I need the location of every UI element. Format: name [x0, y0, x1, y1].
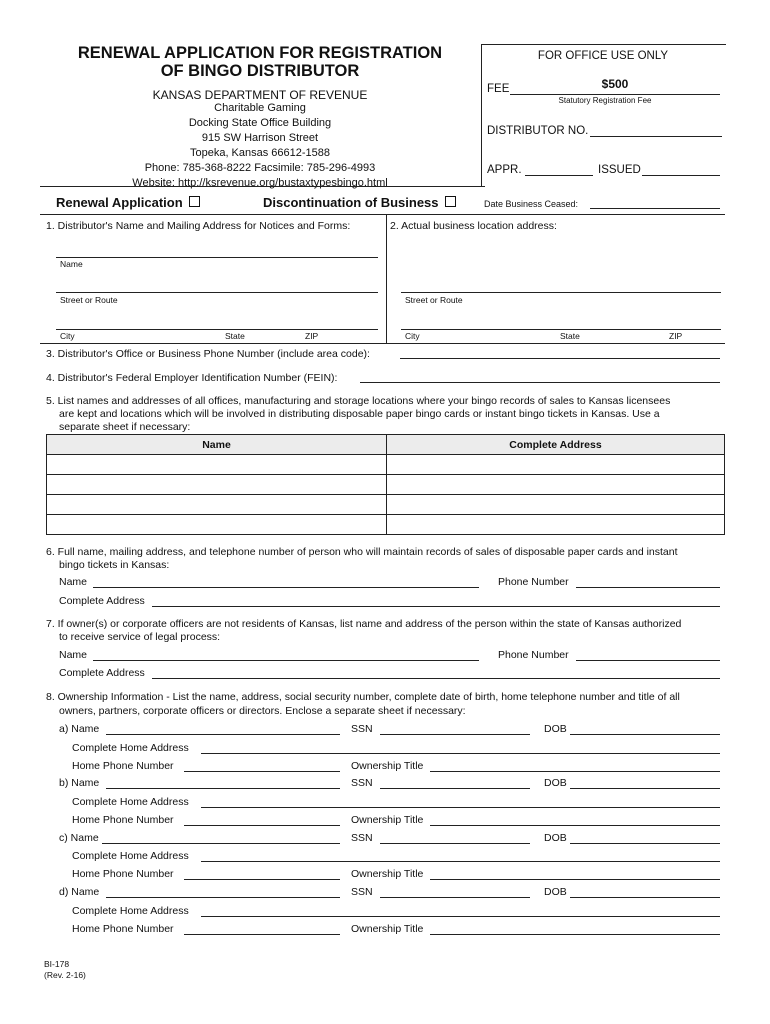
cell-name[interactable] [47, 495, 387, 515]
appr-field[interactable] [525, 175, 593, 176]
distributor-no-field[interactable] [590, 136, 722, 137]
owner-a-title-label: Ownership Title [351, 760, 424, 772]
owner-b-address-field[interactable] [201, 807, 720, 808]
owner-a-dob-field[interactable] [570, 734, 720, 735]
cell-name[interactable] [47, 515, 387, 535]
q6-address-label: Complete Address [59, 595, 145, 607]
table-row [47, 455, 725, 475]
department-name: KANSAS DEPARTMENT OF REVENUE [152, 88, 368, 102]
owner-b-dob-label: DOB [544, 777, 567, 789]
owner-a-address-field[interactable] [201, 753, 720, 754]
q2-street-field[interactable] [401, 292, 721, 293]
q1-street-field[interactable] [56, 292, 378, 293]
addr-line: Website: http://ksrevenue.org/bustaxtypesbingo.html [132, 177, 388, 189]
owner-c-address-field[interactable] [201, 861, 720, 862]
department-address [40, 101, 480, 191]
owner-d-name-label: d) Name [59, 886, 100, 898]
q7-phone-label: Phone Number [498, 649, 569, 661]
owner-c-ssn-field[interactable] [380, 843, 530, 844]
q1-street-caption: Street or Route [60, 295, 118, 305]
owner-a-name-field[interactable] [106, 734, 340, 735]
q7-name-label: Name [59, 649, 88, 661]
discontinuation-label: Discontinuation of Business [263, 195, 439, 210]
discontinuation-option [263, 196, 456, 209]
col-address-header: Complete Address [387, 435, 725, 455]
q2-street-caption: Street or Route [405, 295, 463, 305]
q6-line2: bingo tickets in Kansas: [59, 559, 170, 571]
office-use-heading: FOR OFFICE USE ONLY [537, 50, 669, 62]
date-ceased-label: Date Business Ceased: [484, 199, 579, 209]
q1-city-caption: City [60, 331, 75, 341]
owner-b-dob-field[interactable] [570, 788, 720, 789]
owner-d-phone-label: Home Phone Number [72, 923, 174, 935]
owner-b-phone-label: Home Phone Number [72, 814, 174, 826]
owner-c-address-label: Complete Home Address [72, 850, 189, 862]
renewal-checkbox[interactable] [189, 196, 200, 207]
addr-line: Docking State Office Building [188, 117, 332, 129]
addr-line: 915 SW Harrison Street [201, 132, 319, 144]
q7-address-label: Complete Address [59, 667, 145, 679]
q6-name-label: Name [59, 576, 88, 588]
q2-city-caption: City [405, 331, 420, 341]
owner-d-ssn-label: SSN [351, 886, 373, 898]
owner-a-address-label: Complete Home Address [72, 742, 189, 754]
q6-name-field[interactable] [93, 587, 479, 588]
owner-d-dob-label: DOB [544, 886, 567, 898]
owner-c-name-field[interactable] [102, 843, 340, 844]
table-row [47, 515, 725, 535]
owner-b-phone-field[interactable] [184, 825, 340, 826]
cell-address[interactable] [387, 455, 725, 475]
form-revision: (Rev. 2-16) [44, 970, 86, 980]
cell-address[interactable] [387, 475, 725, 495]
owner-c-name-label: c) Name [59, 832, 99, 844]
discontinuation-checkbox[interactable] [445, 196, 456, 207]
q5-line1: 5. List names and addresses of all offices, manufacturing and storage locations where your bingo records of sales to Kansas licensees [46, 395, 671, 407]
q4-field[interactable] [360, 382, 720, 383]
cell-name[interactable] [47, 475, 387, 495]
owner-c-title-field[interactable] [430, 879, 720, 880]
owner-b-name-field[interactable] [106, 788, 340, 789]
owner-b-address-label: Complete Home Address [72, 796, 189, 808]
owner-c-title-label: Ownership Title [351, 868, 424, 880]
owner-d-address-field[interactable] [201, 916, 720, 917]
q5-line2: are kept and locations which will be involved in distributing disposable paper bingo cards or instant bingo tickets in Kansas. Use a [59, 408, 660, 420]
cell-name[interactable] [47, 455, 387, 475]
q6-phone-field[interactable] [576, 587, 720, 588]
distributor-no-label: DISTRIBUTOR NO. [487, 125, 589, 137]
col-name-header: Name [47, 435, 387, 455]
q5-line3: separate sheet if necessary: [59, 421, 191, 433]
q1-q2-bottom [40, 343, 725, 344]
cell-address[interactable] [387, 495, 725, 515]
q4-label: 4. Distributor's Federal Employer Identification Number (FEIN): [46, 372, 338, 384]
q7-address-field[interactable] [152, 678, 720, 679]
q1-city-field[interactable] [56, 329, 378, 330]
q1-q2-divider [386, 214, 387, 344]
addr-line: Topeka, Kansas 66612-1588 [189, 147, 331, 159]
fee-value: $500 [601, 77, 629, 91]
q8-line1: 8. Ownership Information - List the name, address, social security number, complete date of birth, home telephone number and title of all [46, 691, 680, 703]
owner-d-phone-field[interactable] [184, 934, 340, 935]
owner-c-dob-field[interactable] [570, 843, 720, 844]
header-divider [40, 186, 485, 187]
renewal-option [56, 196, 200, 209]
fee-label: FEE [487, 83, 510, 95]
options-divider [40, 214, 725, 215]
owner-d-address-label: Complete Home Address [72, 905, 189, 917]
q3-field[interactable] [400, 358, 720, 359]
owner-c-phone-field[interactable] [184, 879, 340, 880]
owner-d-title-field[interactable] [430, 934, 720, 935]
owner-d-ssn-field[interactable] [380, 897, 530, 898]
owner-a-ssn-field[interactable] [380, 734, 530, 735]
owner-b-name-label: b) Name [59, 777, 100, 789]
q2-city-field[interactable] [401, 329, 721, 330]
locations-table [46, 434, 725, 535]
q6-line1: 6. Full name, mailing address, and telephone number of person who will maintain records of sales of disposable paper cards and instant [46, 546, 678, 558]
owner-a-phone-field[interactable] [184, 771, 340, 772]
owner-c-phone-label: Home Phone Number [72, 868, 174, 880]
addr-line: Phone: 785-368-8222 Facsimile: 785-296-4993 [144, 162, 376, 174]
owner-b-title-label: Ownership Title [351, 814, 424, 826]
cell-address[interactable] [387, 515, 725, 535]
q7-phone-field[interactable] [576, 660, 720, 661]
form-title [40, 44, 480, 80]
table-row [47, 475, 725, 495]
owner-b-ssn-label: SSN [351, 777, 373, 789]
owner-a-title-field[interactable] [430, 771, 720, 772]
form-title-line2: OF BINGO DISTRIBUTOR [160, 62, 360, 81]
q3-label: 3. Distributor's Office or Business Phone Number (include area code): [46, 348, 370, 360]
form-title-line1: RENEWAL APPLICATION FOR REGISTRATION [77, 44, 443, 62]
q2-state-caption: State [560, 331, 580, 341]
owner-a-phone-label: Home Phone Number [72, 760, 174, 772]
q7-line2: to receive service of legal process: [59, 631, 221, 643]
owner-c-dob-label: DOB [544, 832, 567, 844]
q6-address-field[interactable] [152, 606, 720, 607]
q8-line2: owners, partners, corporate officers or directors. Enclose a separate sheet if necessary: [59, 705, 466, 717]
owner-b-ssn-field[interactable] [380, 788, 530, 789]
q2-zip-caption: ZIP [669, 331, 683, 341]
q1-name-caption: Name [60, 259, 83, 269]
owner-c-ssn-label: SSN [351, 832, 373, 844]
appr-label: APPR. [487, 164, 522, 176]
q7-name-field[interactable] [93, 660, 479, 661]
owner-a-name-label: a) Name [59, 723, 100, 735]
owner-d-dob-field[interactable] [570, 897, 720, 898]
q7-line1: 7. If owner(s) or corporate officers are not residents of Kansas, list name and address of the person within the state of Kansas authorized [46, 618, 682, 630]
owner-a-ssn-label: SSN [351, 723, 373, 735]
fee-note: Statutory Registration Fee [558, 96, 652, 105]
date-ceased-field[interactable] [590, 208, 720, 209]
q1-state-caption: State [225, 331, 245, 341]
table-row [47, 495, 725, 515]
q1-zip-caption: ZIP [305, 331, 319, 341]
addr-line: Charitable Gaming [214, 102, 306, 114]
issued-label: ISSUED [598, 164, 641, 176]
q1-name-field[interactable] [56, 257, 378, 258]
owner-a-dob-label: DOB [544, 723, 567, 735]
fee-field[interactable] [510, 94, 720, 95]
owner-b-title-field[interactable] [430, 825, 720, 826]
form-number: BI-178 [44, 959, 70, 969]
owner-d-title-label: Ownership Title [351, 923, 424, 935]
issued-field[interactable] [642, 175, 720, 176]
owner-d-name-field[interactable] [106, 897, 340, 898]
renewal-label: Renewal Application [56, 195, 183, 210]
q6-phone-label: Phone Number [498, 576, 569, 588]
q2-label: 2. Actual business location address: [390, 220, 557, 232]
q1-label: 1. Distributor's Name and Mailing Address for Notices and Forms: [46, 220, 351, 232]
